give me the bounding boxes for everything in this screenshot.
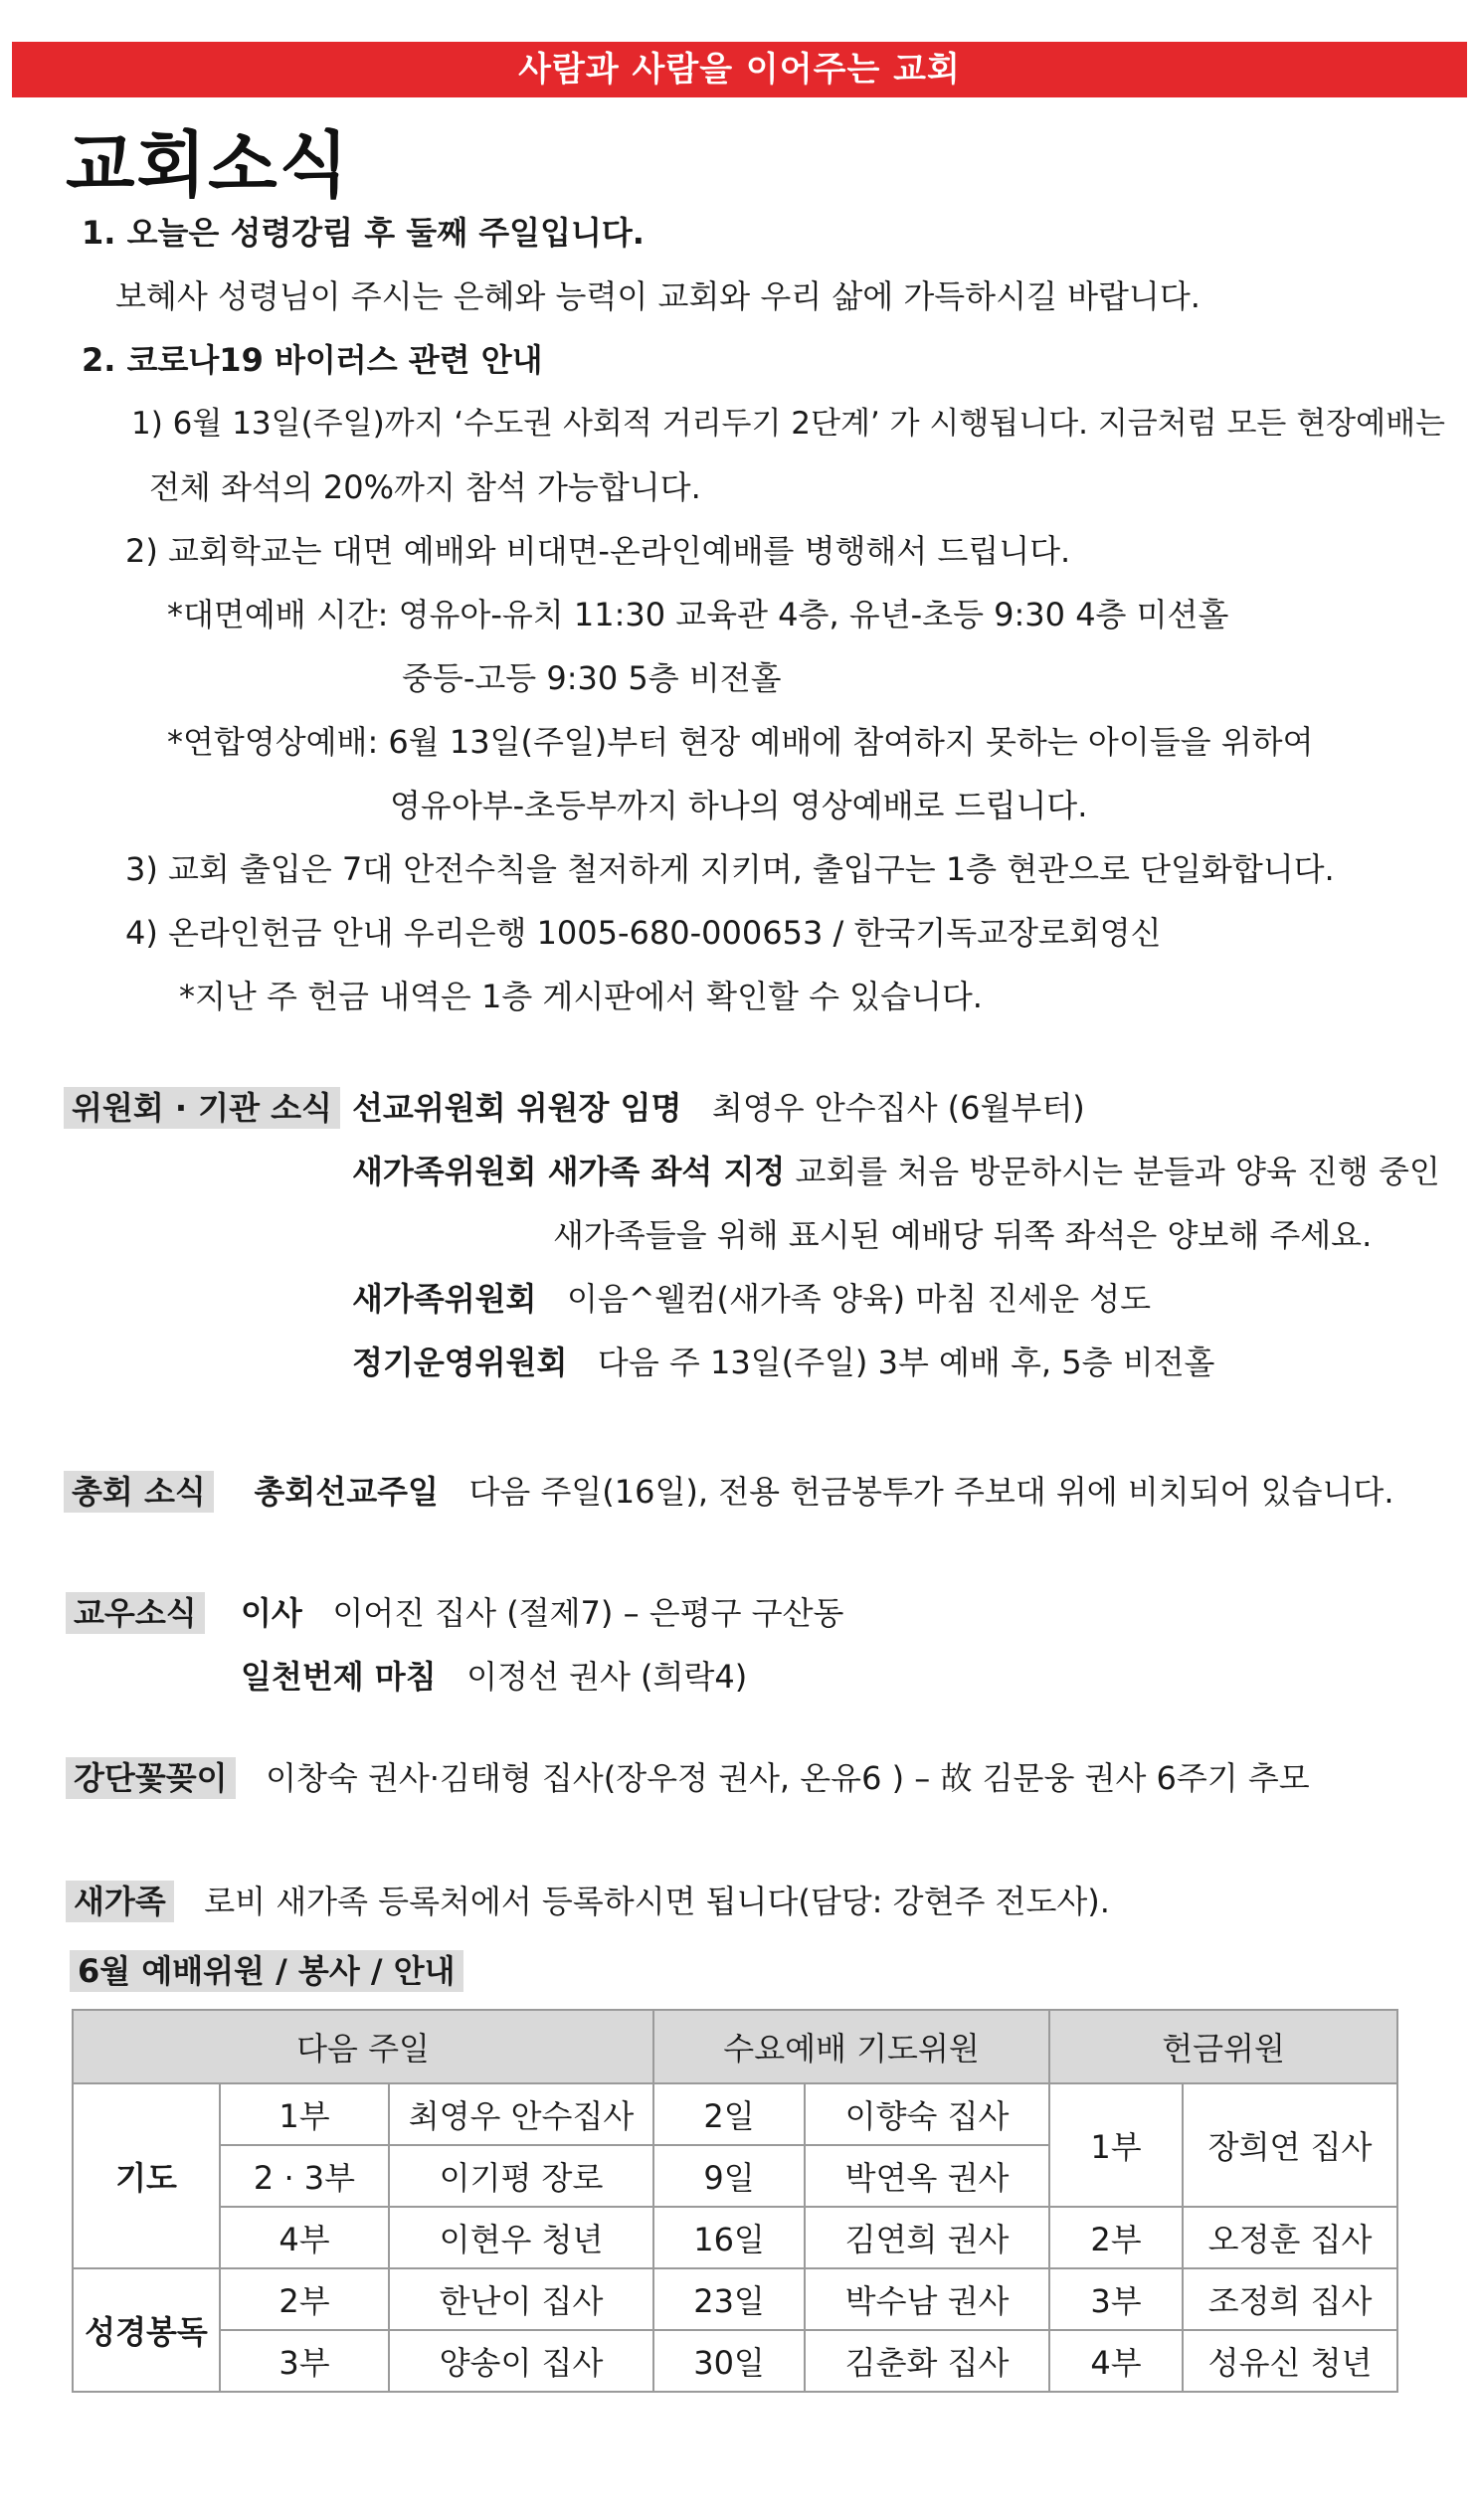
assembly-text: 다음 주일(16일), 전용 헌금봉투가 주보대 위에 비치되어 있습니다. xyxy=(468,1473,1394,1511)
group-prayer: 기도 xyxy=(73,2083,220,2268)
committee-head: 정기운영위원회 xyxy=(352,1344,568,1381)
header-wednesday-prayer: 수요예배 기도위원 xyxy=(653,2010,1049,2083)
schedule-table xyxy=(72,2009,1398,2393)
offering-service: 1부 xyxy=(1049,2083,1183,2207)
wednesday-name: 박연옥 권사 xyxy=(805,2145,1049,2207)
header-offering: 헌금위원 xyxy=(1049,2010,1397,2083)
sunday-service: 3부 xyxy=(220,2330,389,2392)
offering-name: 성유신 청년 xyxy=(1183,2330,1397,2392)
offering-name: 오정훈 집사 xyxy=(1183,2207,1397,2268)
offering-service: 3부 xyxy=(1049,2268,1183,2330)
news-line: 2) 교회학교는 대면 예배와 비대면-온라인예배를 병행해서 드립니다. xyxy=(125,532,1071,570)
committee-text: 새가족들을 위해 표시된 예배당 뒤쪽 좌석은 양보해 주세요. xyxy=(553,1216,1373,1254)
committee-text: 최영우 안수집사 (6월부터) xyxy=(711,1089,1085,1127)
sunday-name: 이현우 청년 xyxy=(389,2207,653,2268)
members-label: 교우소식 xyxy=(66,1592,205,1634)
newfamily-label: 새가족 xyxy=(66,1881,174,1922)
committee-head: 새가족위원회 새가족 좌석 지정 xyxy=(352,1153,786,1190)
members-head: 일천번제 마침 xyxy=(241,1658,437,1696)
news-item-1-title: 1. 오늘은 성령강림 후 둘째 주일입니다. xyxy=(82,214,645,252)
news-line: *지난 주 헌금 내역은 1층 게시판에서 확인할 수 있습니다. xyxy=(179,978,983,1015)
sunday-name: 양송이 집사 xyxy=(389,2330,653,2392)
sunday-service: 4부 xyxy=(220,2207,389,2268)
wednesday-day: 9일 xyxy=(653,2145,805,2207)
committee-text: 이음^웰컴(새가족 양육) 마침 진세운 성도 xyxy=(567,1280,1152,1318)
committee-text: 다음 주 13일(주일) 3부 예배 후, 5층 비전홀 xyxy=(597,1344,1215,1381)
offering-service: 4부 xyxy=(1049,2330,1183,2392)
assembly-label: 총회 소식 xyxy=(64,1471,214,1513)
header-next-sunday: 다음 주일 xyxy=(73,2010,653,2083)
page-title: 교회소식 xyxy=(66,123,351,207)
committee-text: 교회를 처음 방문하시는 분들과 양육 진행 중인 xyxy=(795,1153,1440,1190)
wednesday-name: 김춘화 집사 xyxy=(805,2330,1049,2392)
news-line: 전체 좌석의 20%까지 참석 가능합니다. xyxy=(149,468,701,506)
committee-label: 위원회 · 기관 소식 xyxy=(64,1087,340,1129)
news-line: *연합영상예배: 6월 13일(주일)부터 현장 예배에 참여하지 못하는 아이들을 위하여 xyxy=(167,723,1314,761)
offering-name: 조정희 집사 xyxy=(1183,2268,1397,2330)
members-head: 이사 xyxy=(241,1594,302,1632)
news-line: 4) 온라인헌금 안내 우리은행 1005-680-000653 / 한국기독교장로회영신 xyxy=(125,914,1162,952)
offering-name: 장희연 집사 xyxy=(1183,2083,1397,2207)
assembly-head: 총회선교주일 xyxy=(254,1473,439,1511)
schedule-label: 6월 예배위원 / 봉사 / 안내 xyxy=(70,1950,463,1992)
sunday-name: 이기평 장로 xyxy=(389,2145,653,2207)
sunday-name: 최영우 안수집사 xyxy=(389,2083,653,2145)
committee-head: 선교위원회 위원장 임명 xyxy=(352,1089,682,1127)
newfamily-text: 로비 새가족 등록처에서 등록하시면 됩니다(담당: 강현주 전도사). xyxy=(204,1883,1110,1920)
flowers-text: 이창숙 권사·김태형 집사(장우정 권사, 온유6 ) – 故 김문웅 권사 6주기 추모 xyxy=(266,1759,1310,1797)
members-text: 이정선 권사 (희락4) xyxy=(466,1658,748,1696)
news-item-1-body: 보혜사 성령님이 주시는 은혜와 능력이 교회와 우리 삶에 가득하시길 바랍니다. xyxy=(115,277,1201,315)
news-item-2-title: 2. 코로나19 바이러스 관련 안내 xyxy=(82,341,543,379)
flowers-label: 강단꽃꽂이 xyxy=(66,1757,236,1799)
wednesday-name: 김연희 권사 xyxy=(805,2207,1049,2268)
wednesday-name: 박수남 권사 xyxy=(805,2268,1049,2330)
top-banner: 사람과 사람을 이어주는 교회 xyxy=(12,42,1467,97)
news-line: 중등-고등 9:30 5층 비전홀 xyxy=(402,659,782,697)
news-line: 영유아부-초등부까지 하나의 영상예배로 드립니다. xyxy=(390,787,1088,824)
news-line: *대면예배 시간: 영유아-유치 11:30 교육관 4층, 유년-초등 9:30 4층 미션홀 xyxy=(167,596,1229,633)
offering-service: 2부 xyxy=(1049,2207,1183,2268)
wednesday-day: 16일 xyxy=(653,2207,805,2268)
wednesday-day: 2일 xyxy=(653,2083,805,2145)
sunday-service: 2 · 3부 xyxy=(220,2145,389,2207)
wednesday-name: 이향숙 집사 xyxy=(805,2083,1049,2145)
sunday-service: 1부 xyxy=(220,2083,389,2145)
wednesday-day: 30일 xyxy=(653,2330,805,2392)
wednesday-day: 23일 xyxy=(653,2268,805,2330)
news-line: 3) 교회 출입은 7대 안전수칙을 철저하게 지키며, 출입구는 1층 현관으로 단일화합니다. xyxy=(125,850,1335,888)
sunday-name: 한난이 집사 xyxy=(389,2268,653,2330)
group-scripture: 성경봉독 xyxy=(73,2268,220,2392)
members-text: 이어진 집사 (절제7) – 은평구 구산동 xyxy=(332,1594,844,1632)
sunday-service: 2부 xyxy=(220,2268,389,2330)
committee-head: 새가족위원회 xyxy=(352,1280,537,1318)
news-line: 1) 6월 13일(주일)까지 ‘수도권 사회적 거리두기 2단계’ 가 시행됩니다. 지금처럼 모든 현장예배는 xyxy=(131,406,1445,442)
